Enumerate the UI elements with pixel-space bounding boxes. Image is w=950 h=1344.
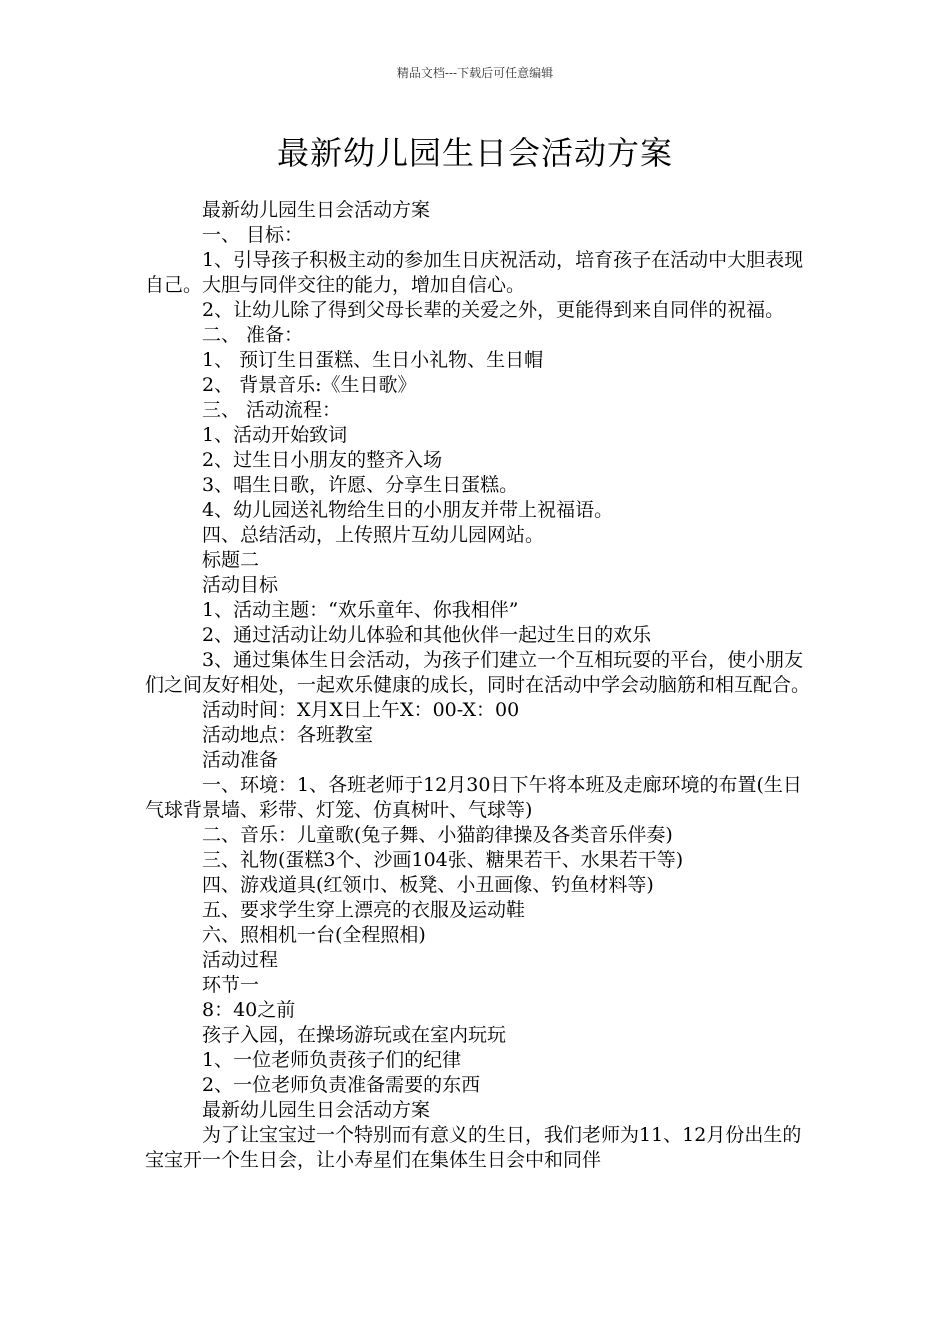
paragraph-line: 三、 活动流程： xyxy=(202,399,342,421)
paragraph-line: 环节一 xyxy=(202,974,260,996)
paragraph-line: 一、环境：1、各班老师于12月30日下午将本班及走廊环境的布置(生日气球背景墙、彩带、灯笼、仿真树叶、气球等) xyxy=(145,774,802,821)
paragraph-line: 1、 预订生日蛋糕、生日小礼物、生日帽 xyxy=(202,349,544,371)
paragraph-line: 2、通过活动让幼儿体验和其他伙伴一起过生日的欢乐 xyxy=(202,624,652,646)
paragraph-line: 二、 准备： xyxy=(202,324,304,346)
paragraph-line: 活动目标 xyxy=(202,574,279,596)
paragraph-line: 2、 背景音乐:《生日歌》 xyxy=(202,374,417,396)
paragraph-line: 8：40之前 xyxy=(202,999,296,1021)
paragraph-line: 2、过生日小朋友的整齐入场 xyxy=(202,449,443,471)
paragraph-line: 活动准备 xyxy=(202,749,279,771)
paragraph-line: 1、引导孩子积极主动的参加生日庆祝活动，培育孩子在活动中大胆表现自己。大胆与同伴交往的能力，增加自信心。 xyxy=(145,249,804,296)
paragraph-line: 活动时间：X月X日上午X：00-X：00 xyxy=(202,699,520,721)
paragraph-line: 1、活动开始致词 xyxy=(202,424,348,446)
paragraph-line: 2、让幼儿除了得到父母长辈的关爱之外，更能得到来自同伴的祝福。 xyxy=(202,299,785,321)
paragraph-line: 活动地点：各班教室 xyxy=(202,724,374,746)
paragraph-line: 活动过程 xyxy=(202,949,279,971)
paragraph-line: 1、活动主题：“欢乐童年、你我相伴” xyxy=(202,599,519,621)
paragraph-line: 为了让宝宝过一个特别而有意义的生日，我们老师为11、12月份出生的宝宝开一个生日会，让小寿星们在集体生日会中和同伴 xyxy=(145,1124,802,1171)
paragraph-line: 三、礼物(蛋糕3个、沙画104张、糖果若干、水果若干等) xyxy=(202,849,684,871)
paragraph-line: 标题二 xyxy=(202,549,260,571)
paragraph-line: 四、总结活动，上传照片互幼儿园网站。 xyxy=(202,524,545,546)
paragraph-line: 最新幼儿园生日会活动方案 xyxy=(202,1099,431,1121)
paragraph-line: 五、要求学生穿上漂亮的衣服及运动鞋 xyxy=(202,899,526,921)
paragraph-line: 四、游戏道具(红领巾、板凳、小丑画像、钓鱼材料等) xyxy=(202,874,654,896)
paragraph-line: 3、通过集体生日会活动，为孩子们建立一个互相玩耍的平台，使小朋友们之间友好相处，一起欢乐健康的成长，同时在活动中学会动脑筋和相互配合。 xyxy=(145,649,811,696)
paragraph-line: 1、一位老师负责孩子们的纪律 xyxy=(202,1049,462,1071)
paragraph-line: 最新幼儿园生日会活动方案 xyxy=(202,199,431,221)
page-header: 精品文档---下载后可任意编辑 xyxy=(396,66,554,80)
paragraph-line: 一、 目标： xyxy=(202,224,304,246)
document-title: 最新幼儿园生日会活动方案 xyxy=(276,134,673,172)
paragraph-line: 3、唱生日歌，许愿、分享生日蛋糕。 xyxy=(202,474,519,496)
document-body xyxy=(145,198,810,1173)
paragraph-line: 孩子入园，在操场游玩或在室内玩玩 xyxy=(202,1024,507,1046)
paragraph-line: 六、照相机一台(全程照相) xyxy=(202,924,426,946)
paragraph-line: 4、幼儿园送礼物给生日的小朋友并带上祝福语。 xyxy=(202,499,614,521)
paragraph-line: 二、音乐：儿童歌(兔子舞、小猫韵律操及各类音乐伴奏) xyxy=(202,824,673,846)
paragraph-line: 2、一位老师负责准备需要的东西 xyxy=(202,1074,481,1096)
